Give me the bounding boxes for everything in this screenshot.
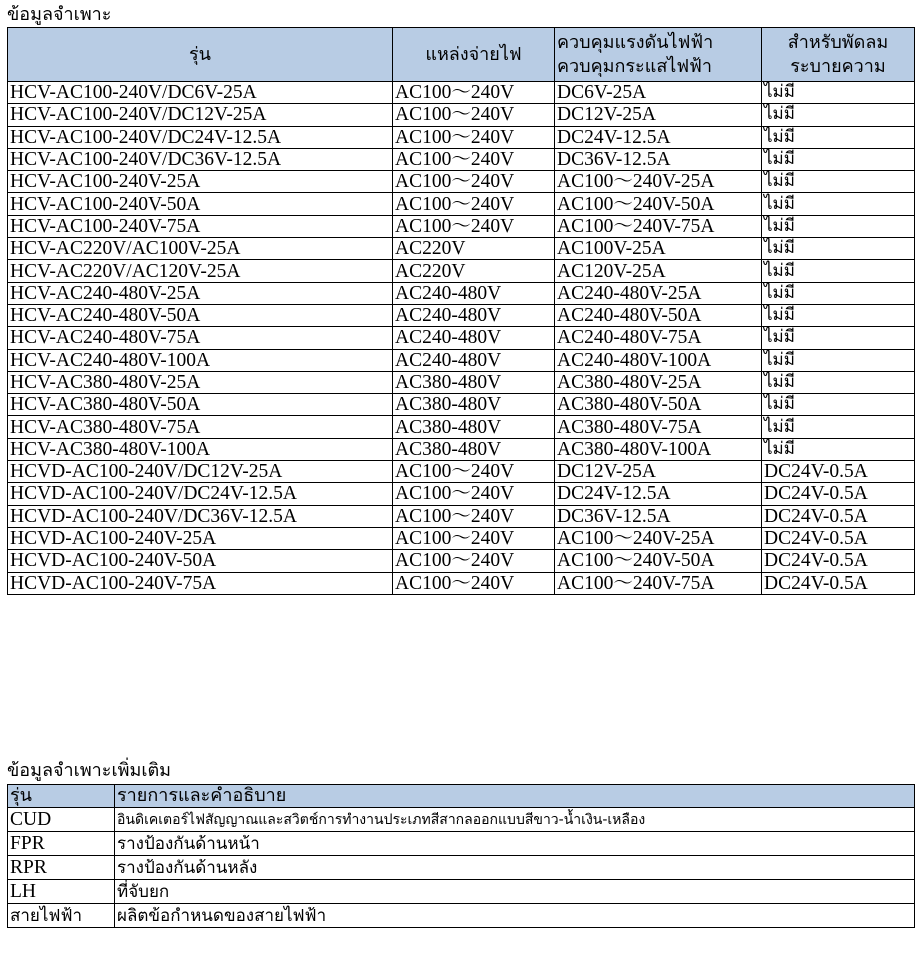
control-cell: DC36V-12.5A <box>555 148 762 170</box>
power-supply-cell: AC100～240V <box>393 527 555 549</box>
fan-cell: ไม่มี <box>762 260 915 282</box>
spec-row <box>8 483 915 505</box>
power-supply-cell: AC240-480V <box>393 304 555 326</box>
fan-cell: ไม่มี <box>762 126 915 148</box>
extra-description-cell: รางป้องกันด้านหน้า <box>115 832 915 856</box>
model-cell: HCV-AC380-480V-75A <box>8 416 393 438</box>
control-cell: DC36V-12.5A <box>555 505 762 527</box>
model-cell: HCV-AC100-240V/DC24V-12.5A <box>8 126 393 148</box>
fan-cell: DC24V-0.5A <box>762 505 915 527</box>
header-fan-line2: ระบายความ <box>790 55 886 77</box>
power-supply-cell: AC100～240V <box>393 550 555 572</box>
extra-description-cell: อินดิเคเตอร์ไฟสัญญาณและสวิตช์การทำงานประเภทสีสากลออกแบบสีขาว-น้ำเงิน-เหลือง <box>115 808 915 832</box>
fan-cell: ไม่มี <box>762 304 915 326</box>
header-control-line2: ควบคุมกระแสไฟฟ้า <box>557 55 712 77</box>
spec-row <box>8 238 915 260</box>
model-cell: HCV-AC100-240V-25A <box>8 171 393 193</box>
power-supply-cell: AC100～240V <box>393 483 555 505</box>
extra-model-cell: FPR <box>8 832 115 856</box>
power-supply-cell: AC100～240V <box>393 505 555 527</box>
fan-cell: DC24V-0.5A <box>762 527 915 549</box>
model-cell: HCV-AC240-480V-50A <box>8 304 393 326</box>
spec-row <box>8 215 915 237</box>
power-supply-cell: AC220V <box>393 238 555 260</box>
extra-row <box>8 856 915 880</box>
spec-table <box>7 27 915 595</box>
spec-section-title: ข้อมูลจำเพาะ <box>7 4 112 25</box>
model-cell: HCVD-AC100-240V/DC12V-25A <box>8 461 393 483</box>
spec-row <box>8 349 915 371</box>
spec-row <box>8 126 915 148</box>
model-cell: HCVD-AC100-240V-25A <box>8 527 393 549</box>
model-cell: HCV-AC380-480V-25A <box>8 371 393 393</box>
model-cell: HCV-AC240-480V-75A <box>8 327 393 349</box>
spec-row <box>8 550 915 572</box>
fan-cell: DC24V-0.5A <box>762 572 915 594</box>
control-cell: DC12V-25A <box>555 461 762 483</box>
fan-cell: ไม่มี <box>762 394 915 416</box>
fan-cell: ไม่มี <box>762 238 915 260</box>
control-cell: AC380-480V-50A <box>555 394 762 416</box>
spec-row <box>8 260 915 282</box>
spec-row <box>8 282 915 304</box>
power-supply-cell: AC380-480V <box>393 438 555 460</box>
model-cell: HCV-AC240-480V-25A <box>8 282 393 304</box>
fan-cell: ไม่มี <box>762 215 915 237</box>
control-cell: AC240-480V-75A <box>555 327 762 349</box>
power-supply-cell: AC100～240V <box>393 215 555 237</box>
spec-row <box>8 104 915 126</box>
power-supply-cell: AC100～240V <box>393 461 555 483</box>
spec-row <box>8 371 915 393</box>
fan-cell: ไม่มี <box>762 104 915 126</box>
extra-model-cell: LH <box>8 880 115 904</box>
extra-model-cell: สายไฟฟ้า <box>8 904 115 928</box>
power-supply-cell: AC220V <box>393 260 555 282</box>
fan-cell: ไม่มี <box>762 371 915 393</box>
model-cell: HCV-AC380-480V-100A <box>8 438 393 460</box>
spec-row <box>8 193 915 215</box>
spec-row <box>8 82 915 104</box>
spec-row <box>8 438 915 460</box>
model-cell: HCV-AC240-480V-100A <box>8 349 393 371</box>
control-cell: AC380-480V-100A <box>555 438 762 460</box>
header-fan-line1: สำหรับพัดลม <box>787 31 889 53</box>
control-cell: AC240-480V-100A <box>555 349 762 371</box>
control-cell: DC24V-12.5A <box>555 126 762 148</box>
power-supply-cell: AC100～240V <box>393 148 555 170</box>
extra-description-cell: ที่จับยก <box>115 880 915 904</box>
fan-cell: ไม่มี <box>762 416 915 438</box>
control-cell: DC6V-25A <box>555 82 762 104</box>
control-cell: AC100～240V-50A <box>555 193 762 215</box>
model-cell: HCV-AC380-480V-50A <box>8 394 393 416</box>
power-supply-cell: AC380-480V <box>393 416 555 438</box>
extra-model-cell: RPR <box>8 856 115 880</box>
power-supply-cell: AC100～240V <box>393 104 555 126</box>
power-supply-cell: AC100～240V <box>393 193 555 215</box>
header-fan <box>762 28 915 82</box>
power-supply-cell: AC240-480V <box>393 349 555 371</box>
power-supply-cell: AC100～240V <box>393 82 555 104</box>
fan-cell: ไม่มี <box>762 148 915 170</box>
model-cell: HCVD-AC100-240V/DC24V-12.5A <box>8 483 393 505</box>
control-cell: AC380-480V-25A <box>555 371 762 393</box>
fan-cell: ไม่มี <box>762 82 915 104</box>
fan-cell: ไม่มี <box>762 282 915 304</box>
power-supply-cell: AC240-480V <box>393 327 555 349</box>
model-cell: HCVD-AC100-240V/DC36V-12.5A <box>8 505 393 527</box>
power-supply-cell: AC380-480V <box>393 371 555 393</box>
power-supply-cell: AC100～240V <box>393 171 555 193</box>
spec-row <box>8 505 915 527</box>
control-cell: AC100～240V-25A <box>555 527 762 549</box>
model-cell: HCV-AC100-240V-50A <box>8 193 393 215</box>
header-control-line1: ควบคุมแรงดันไฟฟ้า <box>557 31 714 53</box>
power-supply-cell: AC100～240V <box>393 572 555 594</box>
extra-header-description: รายการและคำอธิบาย <box>115 785 915 808</box>
spec-row <box>8 394 915 416</box>
extra-row <box>8 808 915 832</box>
fan-cell: ไม่มี <box>762 327 915 349</box>
control-cell: DC24V-12.5A <box>555 483 762 505</box>
extra-description-cell: รางป้องกันด้านหลัง <box>115 856 915 880</box>
extra-description-cell: ผลิตข้อกำหนดของสายไฟฟ้า <box>115 904 915 928</box>
control-cell: AC240-480V-25A <box>555 282 762 304</box>
control-cell: AC100～240V-25A <box>555 171 762 193</box>
fan-cell: DC24V-0.5A <box>762 550 915 572</box>
extra-row <box>8 880 915 904</box>
spec-table-header <box>8 28 915 82</box>
extra-row <box>8 832 915 856</box>
control-cell: DC12V-25A <box>555 104 762 126</box>
control-cell: AC100～240V-50A <box>555 550 762 572</box>
control-cell: AC240-480V-50A <box>555 304 762 326</box>
header-control <box>555 28 762 82</box>
model-cell: HCV-AC100-240V/DC6V-25A <box>8 82 393 104</box>
control-cell: AC380-480V-75A <box>555 416 762 438</box>
spec-row <box>8 572 915 594</box>
spec-row <box>8 171 915 193</box>
control-cell: AC100～240V-75A <box>555 215 762 237</box>
extra-table-header <box>8 785 915 808</box>
fan-cell: DC24V-0.5A <box>762 461 915 483</box>
extra-row <box>8 904 915 928</box>
header-power-supply: แหล่งจ่ายไฟ <box>393 28 555 82</box>
spec-row <box>8 461 915 483</box>
power-supply-cell: AC240-480V <box>393 282 555 304</box>
model-cell: HCV-AC100-240V/DC12V-25A <box>8 104 393 126</box>
spec-row <box>8 416 915 438</box>
extra-header-model: รุ่น <box>8 785 115 808</box>
fan-cell: ไม่มี <box>762 193 915 215</box>
spec-row <box>8 148 915 170</box>
model-cell: HCVD-AC100-240V-75A <box>8 572 393 594</box>
model-cell: HCV-AC220V/AC120V-25A <box>8 260 393 282</box>
power-supply-cell: AC380-480V <box>393 394 555 416</box>
extra-model-cell: CUD <box>8 808 115 832</box>
spec-row <box>8 304 915 326</box>
extra-spec-table <box>7 784 915 928</box>
extra-section-title: ข้อมูลจำเพาะเพิ่มเติม <box>7 760 172 781</box>
fan-cell: DC24V-0.5A <box>762 483 915 505</box>
control-cell: AC120V-25A <box>555 260 762 282</box>
fan-cell: ไม่มี <box>762 438 915 460</box>
spec-row <box>8 327 915 349</box>
model-cell: HCV-AC220V/AC100V-25A <box>8 238 393 260</box>
control-cell: AC100V-25A <box>555 238 762 260</box>
model-cell: HCV-AC100-240V-75A <box>8 215 393 237</box>
header-model: รุ่น <box>8 28 393 82</box>
spec-row <box>8 527 915 549</box>
model-cell: HCV-AC100-240V/DC36V-12.5A <box>8 148 393 170</box>
fan-cell: ไม่มี <box>762 171 915 193</box>
control-cell: AC100～240V-75A <box>555 572 762 594</box>
fan-cell: ไม่มี <box>762 349 915 371</box>
model-cell: HCVD-AC100-240V-50A <box>8 550 393 572</box>
power-supply-cell: AC100～240V <box>393 126 555 148</box>
